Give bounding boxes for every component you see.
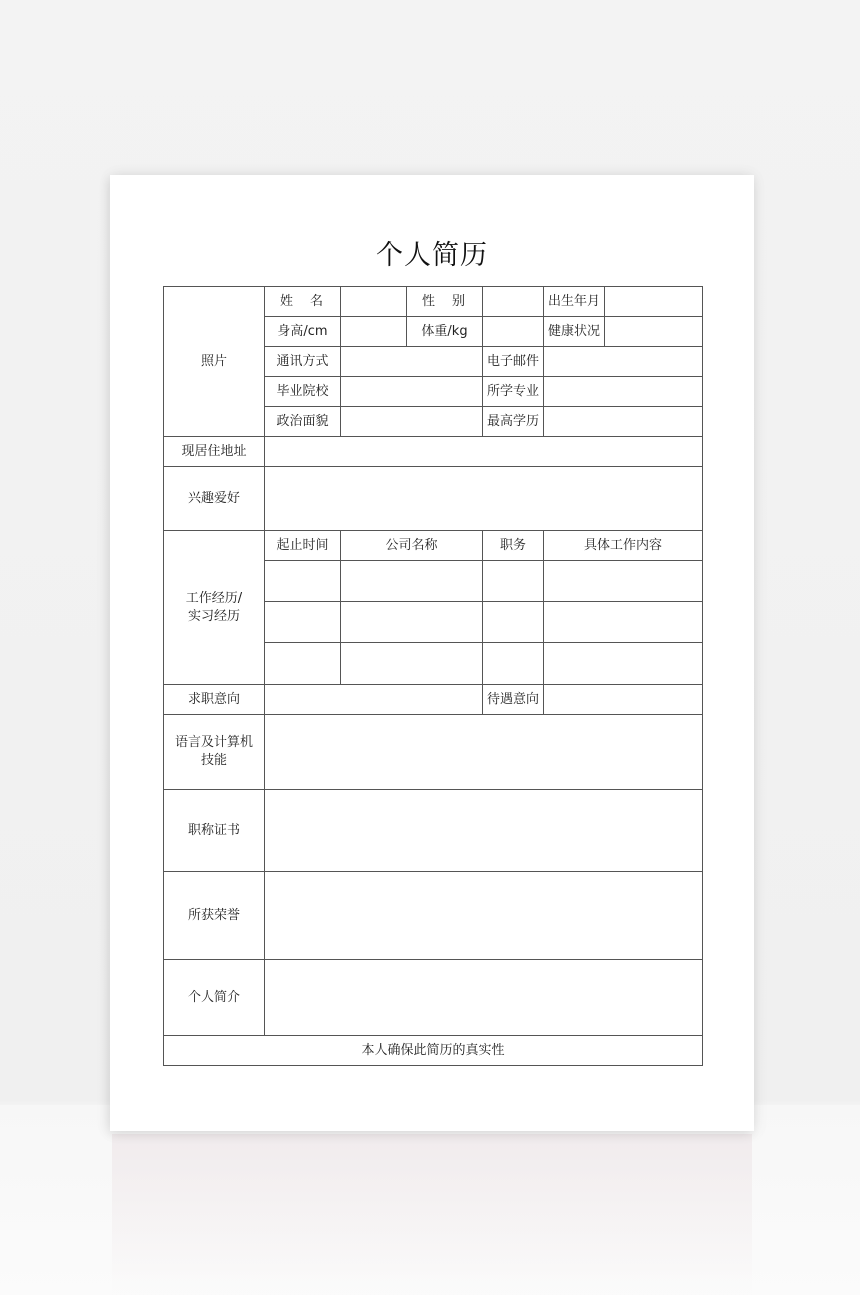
period-cell[interactable] <box>265 602 341 643</box>
period-cell[interactable] <box>265 561 341 602</box>
salary-label: 待遇意向 <box>483 685 544 715</box>
major-field[interactable] <box>544 377 703 407</box>
company-cell[interactable] <box>341 602 483 643</box>
weight-field[interactable] <box>483 317 544 347</box>
skills-field[interactable] <box>265 715 703 790</box>
health-label: 健康状况 <box>544 317 605 347</box>
sheet-reflection <box>112 1134 752 1295</box>
work-label-line-1: 工作经历/ <box>185 590 243 606</box>
position-header: 职务 <box>483 531 544 561</box>
skills-label-line-1: 语言及计算机 <box>174 735 253 750</box>
address-field[interactable] <box>265 437 703 467</box>
row-certificates <box>164 790 703 872</box>
row-basic-1 <box>164 287 703 317</box>
hobbies-field[interactable] <box>265 467 703 531</box>
row-address <box>164 437 703 467</box>
certificates-label: 职称证书 <box>164 790 265 872</box>
school-label: 毕业院校 <box>265 377 341 407</box>
row-honors <box>164 872 703 960</box>
height-field[interactable] <box>341 317 407 347</box>
email-label: 电子邮件 <box>483 347 544 377</box>
work-experience-label <box>164 531 265 685</box>
education-label: 最高学历 <box>483 407 544 437</box>
birth-field[interactable] <box>605 287 703 317</box>
birth-label: 出生年月 <box>544 287 605 317</box>
certificates-field[interactable] <box>265 790 703 872</box>
company-cell[interactable] <box>341 561 483 602</box>
job-intent-label: 求职意向 <box>164 685 265 715</box>
height-label: 身高/cm <box>265 317 341 347</box>
duties-cell[interactable] <box>544 561 703 602</box>
gender-label: 性 别 <box>407 287 483 317</box>
gender-field[interactable] <box>483 287 544 317</box>
company-cell[interactable] <box>341 643 483 685</box>
resume-form-table <box>163 286 703 1066</box>
address-label: 现居住地址 <box>164 437 265 467</box>
period-cell[interactable] <box>265 643 341 685</box>
political-label: 政治面貌 <box>265 407 341 437</box>
position-cell[interactable] <box>483 561 544 602</box>
job-intent-field[interactable] <box>265 685 483 715</box>
major-label: 所学专业 <box>483 377 544 407</box>
email-field[interactable] <box>544 347 703 377</box>
row-intro <box>164 960 703 1036</box>
row-declaration <box>164 1036 703 1066</box>
page-title: 个人简历 <box>376 240 488 271</box>
row-skills <box>164 715 703 790</box>
duties-header: 具体工作内容 <box>544 531 703 561</box>
health-field[interactable] <box>605 317 703 347</box>
company-header: 公司名称 <box>341 531 483 561</box>
salary-field[interactable] <box>544 685 703 715</box>
name-field[interactable] <box>341 287 407 317</box>
name-label: 姓 名 <box>265 287 341 317</box>
duties-cell[interactable] <box>544 643 703 685</box>
hobbies-label: 兴趣爱好 <box>164 467 265 531</box>
honors-field[interactable] <box>265 872 703 960</box>
row-job-intent <box>164 685 703 715</box>
skills-label-line-2: 技能 <box>200 753 227 768</box>
row-hobbies <box>164 467 703 531</box>
row-work-header <box>164 531 703 561</box>
contact-field[interactable] <box>341 347 483 377</box>
position-cell[interactable] <box>483 602 544 643</box>
contact-label: 通讯方式 <box>265 347 341 377</box>
position-cell[interactable] <box>483 643 544 685</box>
period-header: 起止时间 <box>265 531 341 561</box>
declaration-text: 本人确保此简历的真实性 <box>164 1036 703 1066</box>
intro-field[interactable] <box>265 960 703 1036</box>
intro-label: 个人简介 <box>164 960 265 1036</box>
political-field[interactable] <box>341 407 483 437</box>
resume-sheet <box>110 175 754 1131</box>
education-field[interactable] <box>544 407 703 437</box>
work-label-line-2: 实习经历 <box>187 608 240 624</box>
duties-cell[interactable] <box>544 602 703 643</box>
photo-cell[interactable]: 照片 <box>164 287 265 437</box>
honors-label: 所获荣誉 <box>164 872 265 960</box>
weight-label: 体重/kg <box>407 317 483 347</box>
school-field[interactable] <box>341 377 483 407</box>
skills-label <box>164 715 265 790</box>
